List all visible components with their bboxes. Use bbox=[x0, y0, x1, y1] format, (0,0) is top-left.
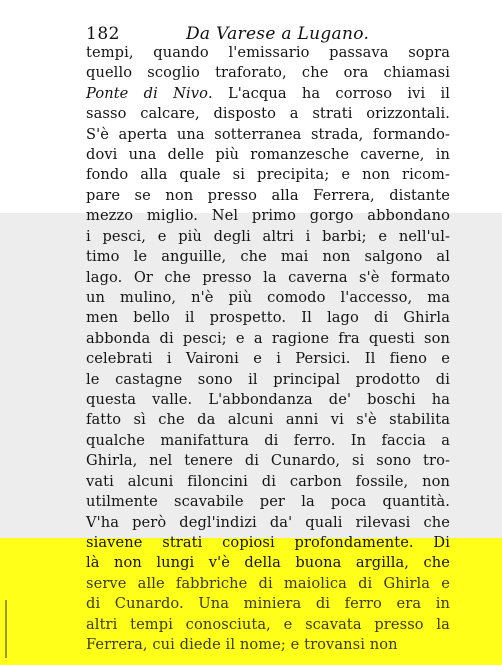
text-line: le castagne sono il principal prodotto di bbox=[86, 370, 450, 388]
text-line: abbonda di pesci; e a ragione fra questi son bbox=[86, 329, 450, 347]
text-line: celebrati i Vaironi e i Persici. Il fieno e bbox=[86, 350, 450, 368]
text-line: pare se non presso alla Ferrera, distante bbox=[86, 186, 450, 204]
text-line: Ghirla, nel tenere di Cunardo, si sono tro- bbox=[86, 452, 450, 470]
text-line: i pesci, e più degli altri i barbi; e nell'ul- bbox=[86, 227, 450, 245]
text-line: di Cunardo. Una miniera di ferro era in bbox=[86, 595, 450, 613]
text-line: timo le anguille, che mai non salgono al bbox=[86, 248, 450, 266]
text-line: Ferrera, cui diede il nome; e trovansi non bbox=[86, 636, 398, 653]
text-line: serve alle fabbriche di maiolica di Ghirla e bbox=[86, 574, 450, 592]
page-edge bbox=[470, 0, 502, 213]
text-line: questa valle. L'abbondanza de' boschi ha bbox=[86, 391, 450, 409]
running-title: Da Varese a Lugano. bbox=[186, 24, 370, 44]
text-line: qualche manifattura di ferro. In faccia a bbox=[86, 431, 450, 449]
text-line: men bello il prospetto. Il lago di Ghirla bbox=[86, 309, 450, 327]
text-line: fatto sì che da alcuni anni vi s'è stabilita bbox=[86, 411, 450, 429]
text-line: utilmente scavabile per la poca quantità. bbox=[86, 493, 450, 511]
book-page bbox=[86, 0, 450, 665]
text-line: là non lungi v'è della buona argilla, che bbox=[86, 554, 450, 572]
place-name: Ponte di Nivo bbox=[86, 84, 208, 102]
text-line: tempi, quando l'emissario passava sopra bbox=[86, 44, 450, 61]
text-line: vati alcuni filoncini di carbon fossile, non bbox=[86, 472, 450, 490]
text-line: V'ha però degl'indizi da' quali rilevasi che bbox=[86, 513, 450, 531]
text-line: sasso calcare, disposto a strati orizzontali. bbox=[86, 105, 450, 123]
page-number: 182 bbox=[86, 24, 120, 44]
text-line: siavene strati copiosi profondamente. Di bbox=[86, 533, 450, 551]
text-line: altri tempi conosciuta, e scavata presso la bbox=[86, 615, 450, 633]
text-line: mezzo miglio. Nel primo gorgo abbondano bbox=[86, 207, 450, 225]
text-line: S'è aperta una sotterranea strada, formando- bbox=[86, 125, 450, 143]
text-line: un mulino, n'è più comodo l'accesso, ma bbox=[86, 288, 450, 306]
text-line: dovi una delle più romanzesche caverne, in bbox=[86, 146, 450, 164]
margin-mark bbox=[5, 600, 7, 658]
text-line: quello scoglio traforato, che ora chiamasi bbox=[86, 64, 450, 82]
text-line: fondo alla quale si precipita; e non ricom- bbox=[86, 166, 450, 184]
text-line: lago. Or che presso la caverna s'è formato bbox=[86, 268, 450, 286]
text-line: Ponte di Nivo. L'acqua ha corroso ivi il bbox=[86, 84, 450, 102]
